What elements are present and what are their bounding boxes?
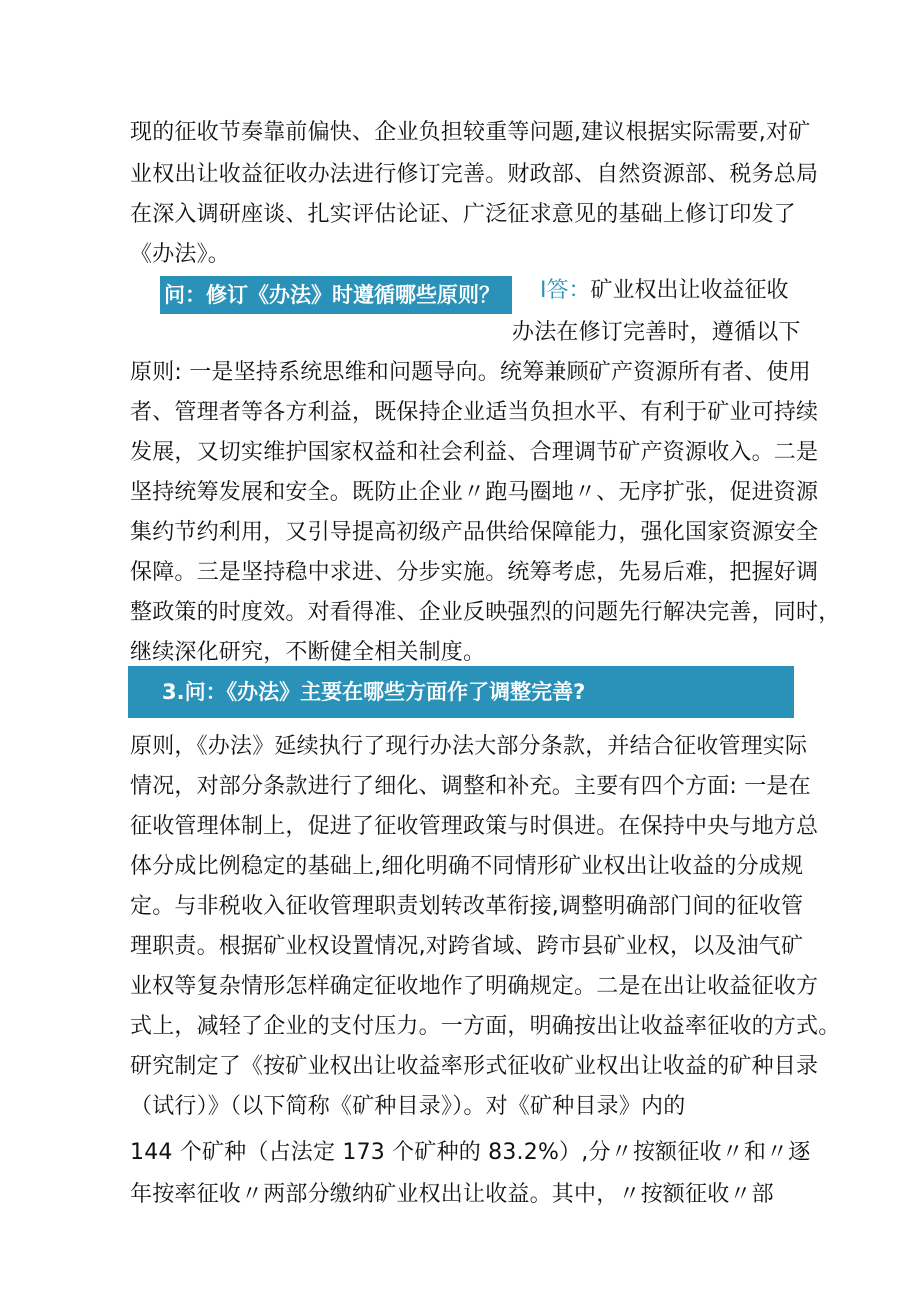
question-2-heading: 问：修订《办法》时遵循哪些原则？ xyxy=(160,276,512,314)
answer-2-first-text: 矿业权出让收益征收 xyxy=(590,278,789,303)
intro-line-4: 《办法》。 xyxy=(130,242,231,267)
answer-2-second-line: 办法在修订完善时，遵循以下 xyxy=(512,320,801,345)
answer-3-line-1: 原则，《办法》延续执行了现行办法大部分条款，并结合征收管理实际 xyxy=(130,734,808,759)
answer-2-line-7: 整政策的时度效。对看得准、企业反映强烈的问题先行解决完善，同时， xyxy=(130,600,841,625)
answer-2-line-3: 发展，又切实维护国家权益和社会利益、合理调节矿产资源收入。二是 xyxy=(130,440,819,465)
answer-3-line-7: 业权等复杂情形怎样确定征收地作了明确规定。二是在出让收益征收方 xyxy=(130,974,819,999)
intro-line-1: 现的征收节奏靠前偏快、企业负担较重等问题,建议根据实际需要,对矿 xyxy=(130,120,811,145)
answer-marker-i: I xyxy=(540,278,547,303)
answer-3-line-6: 理职责。根据矿业权设置情况,对跨省域、跨市县矿业权，以及油气矿 xyxy=(130,934,804,959)
answer-2-line-5: 集约节约利用，又引导提高初级产品供给保障能力，强化国家资源安全 xyxy=(130,520,819,545)
answer-2-line-8: 继续深化研究，不断健全相关制度。 xyxy=(130,640,486,665)
intro-line-2: 业权出让收益征收办法进行修订完善。财政部、自然资源部、税务总局 xyxy=(130,162,819,187)
answer-2-line-2: 者、管理者等各方利益，既保持企业适当负担水平、有利于矿业可持续 xyxy=(130,400,819,425)
answer-3-line-9: 研究制定了《按矿业权出让收益率形式征收矿业权出让收益的矿种目录 xyxy=(130,1054,819,1079)
answer-2-head xyxy=(540,276,789,306)
question-3-heading: 3.问：《办法》主要在哪些方面作了调整完善? xyxy=(128,666,794,718)
answer-3-line-2: 情况，对部分条款进行了细化、调整和补充。主要有四个方面: 一是在 xyxy=(130,774,811,799)
answer-3-line-12: 年按率征收〃两部分缴纳矿业权出让收益。其中，〃按额征收〃部 xyxy=(130,1182,774,1207)
intro-line-3: 在深入调研座谈、扎实评估论证、广泛征求意见的基础上修订印发了 xyxy=(130,202,797,227)
answer-2-line-6: 保障。三是坚持稳中求进、分步实施。统筹考虑，先易后难，把握好调 xyxy=(130,560,819,585)
answer-3-line-4: 体分成比例稳定的基础上,细化明确不同情形矿业权出让收益的分成规 xyxy=(130,854,804,879)
answer-3-line-11: 144 个矿种（占法定 173 个矿种的 83.2%）,分〃按额征收〃和〃逐 xyxy=(130,1140,811,1165)
answer-label: 答： xyxy=(546,278,591,303)
answer-3-line-10: （试行）》（以下简称《矿种目录》）。对《矿种目录》内的 xyxy=(130,1094,686,1119)
answer-2-line-1: 原则: 一是坚持系统思维和问题导向。统筹兼顾矿产资源所有者、使用 xyxy=(130,360,811,385)
answer-2-line-4: 坚持统筹发展和安全。既防止企业〃跑马圈地〃、无序扩张，促进资源 xyxy=(130,480,819,505)
answer-3-line-3: 征收管理体制上，促进了征收管理政策与时俱进。在保持中央与地方总 xyxy=(130,814,819,839)
answer-3-line-8: 式上，减轻了企业的支付压力。一方面，明确按出让收益率征收的方式。 xyxy=(130,1014,841,1039)
answer-3-line-5: 定。与非税收入征收管理职责划转改革衔接,调整明确部门间的征收管 xyxy=(130,894,804,919)
